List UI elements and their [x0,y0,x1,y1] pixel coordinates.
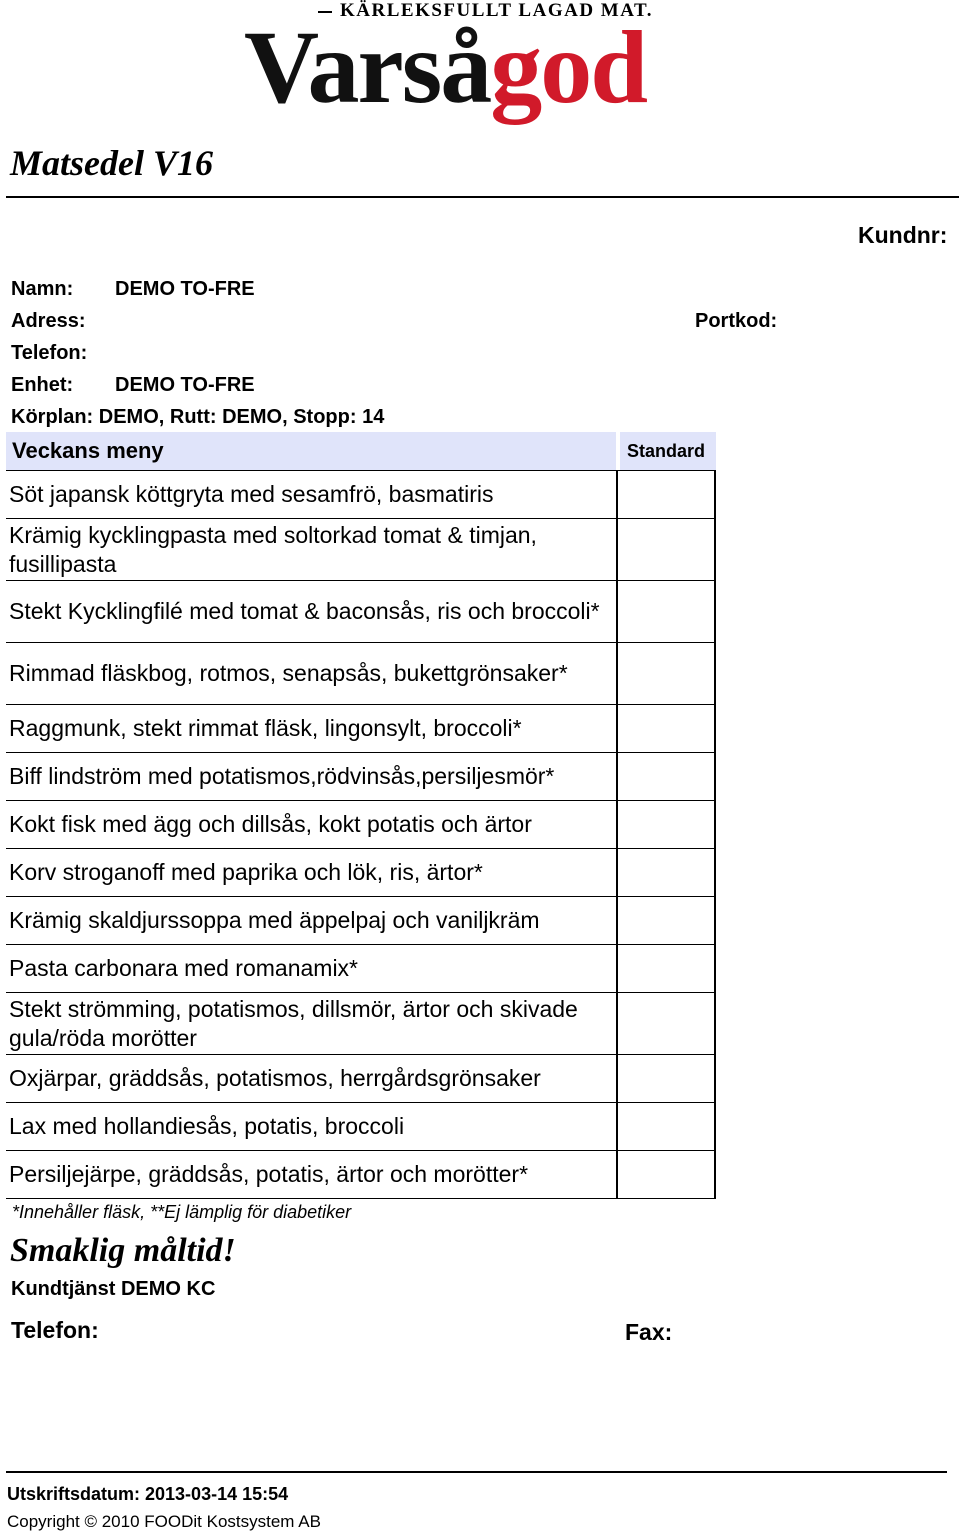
dish-name: Söt japansk köttgryta med sesamfrö, basmatiris [9,481,494,507]
dish-name: Persiljejärpe, gräddsås, potatis, ärtor och morötter* [9,1161,529,1187]
dish-name: Biff lindström med potatismos,rödvinsås,persiljesmör* [9,763,555,789]
dish-name: Krämig skaldjurssoppa med äppelpaj och vaniljkräm [9,907,540,933]
menu-row [6,800,716,848]
print-date: Utskriftsdatum: 2013-03-14 15:54 [7,1484,289,1504]
dish-name: Oxjärpar, gräddsås, potatismos, herrgårdsgrönsaker [9,1065,541,1091]
menu-row [6,518,716,580]
customer-service: Kundtjänst DEMO KC [11,1278,216,1300]
order-checkbox[interactable] [616,849,716,896]
order-checkbox[interactable] [616,1055,716,1102]
phone-label: Telefon: [11,342,88,364]
page-title: Matsedel V16 [10,143,213,183]
footer-divider [6,1471,947,1473]
menu-row [6,944,716,992]
order-checkbox[interactable] [616,643,716,704]
menu-row [6,1054,716,1102]
portcode-label: Portkod: [695,310,778,332]
dish-name: Kokt fisk med ägg och dillsås, kokt potatis och ärtor [9,811,532,837]
fax-label: Fax: [625,1319,673,1345]
name-label: Namn: [11,278,74,300]
logo-word-part1: Varså [244,10,491,125]
dish-name: Stekt strömming, potatismos, dillsmör, ärtor och skivade gula/röda morötter [9,995,578,1051]
footnote: *Innehåller fläsk, **Ej lämplig för diabetiker [12,1202,352,1222]
menu-row [6,896,716,944]
order-checkbox[interactable] [616,519,716,580]
copyright: Copyright © 2010 FOODit Kostsystem AB [7,1512,321,1531]
header-divider [6,196,959,198]
menu-row [6,992,716,1054]
dish-name: Lax med hollandiesås, potatis, broccoli [9,1113,405,1139]
name-value: DEMO TO-FRE [115,278,255,300]
customer-number-label: Kundnr: [858,222,948,248]
order-checkbox[interactable] [616,705,716,752]
menu-table [6,470,716,1199]
menu-row [6,704,716,752]
menu-row [6,1102,716,1150]
order-checkbox[interactable] [616,801,716,848]
dish-name: Rimmad fläskbog, rotmos, senapsås, bukettgrönsaker* [9,660,568,686]
dish-name: Krämig kycklingpasta med soltorkad tomat & timjan, fusillipasta [9,521,537,577]
logo-tagline-text: KÄRLEKSFULLT LAGAD MAT. [340,0,654,21]
order-checkbox[interactable] [616,1151,716,1198]
closing-greeting: Smaklig måltid! [10,1232,236,1269]
dish-name: Korv stroganoff med paprika och lök, ris, ärtor* [9,859,483,885]
menu-row [6,848,716,896]
brand-logo [244,8,646,128]
logo-word-part2: god [490,10,647,125]
menu-row [6,470,716,518]
footer-phone-label: Telefon: [11,1317,99,1343]
route-info: Körplan: DEMO, Rutt: DEMO, Stopp: 14 [11,406,385,428]
dish-name: Pasta carbonara med romanamix* [9,955,358,981]
menu-row [6,580,716,642]
menu-row [6,1150,716,1199]
order-checkbox[interactable] [616,471,716,518]
order-checkbox[interactable] [616,1103,716,1150]
menu-column-label: Standard [627,441,706,461]
order-checkbox[interactable] [616,581,716,642]
menu-row [6,642,716,704]
menu-header-title: Veckans meny [12,438,164,463]
dish-name: Raggmunk, stekt rimmat fläsk, lingonsylt, broccoli* [9,715,522,741]
unit-label: Enhet: [11,374,74,396]
order-checkbox[interactable] [616,753,716,800]
unit-value: DEMO TO-FRE [115,374,255,396]
address-label: Adress: [11,310,86,332]
menu-row [6,752,716,800]
dish-name: Stekt Kycklingfilé med tomat & baconsås, ris och broccoli* [9,598,600,624]
order-checkbox[interactable] [616,945,716,992]
order-checkbox[interactable] [616,993,716,1054]
order-checkbox[interactable] [616,897,716,944]
